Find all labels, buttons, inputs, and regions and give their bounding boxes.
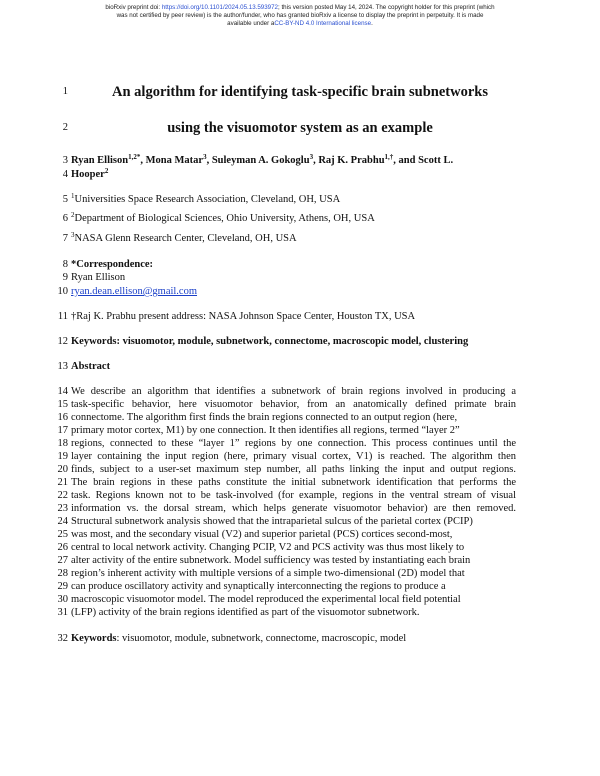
affiliation-line xyxy=(0,232,600,246)
abstract-line xyxy=(0,385,600,399)
affiliation-sup: 3 xyxy=(71,231,75,239)
line-number: 27 xyxy=(57,555,68,566)
correspondence-name: Ryan Ellison xyxy=(71,272,126,283)
line-number: 4 xyxy=(62,169,68,180)
doi-link[interactable]: https://doi.org/10.1101/2024.05.13.593972 xyxy=(161,4,278,11)
line-number: 24 xyxy=(57,516,68,527)
page-title: An algorithm for identifying task-specific brain subnetworks xyxy=(112,84,488,100)
line-number: 32 xyxy=(57,633,68,644)
abstract-text: can produce oscillatory activity and synaptically interconnecting the regions to produce a xyxy=(71,581,446,592)
author-sup: 3 xyxy=(309,153,314,161)
line-number: 16 xyxy=(57,412,68,423)
line-number: 8 xyxy=(62,259,68,270)
keywords-top-line xyxy=(0,335,600,349)
line-number: 21 xyxy=(57,477,68,488)
abstract-text: task. Regions known not to be task-involved (for example, regions in the ventral stream of visual xyxy=(71,490,516,501)
line-number: 31 xyxy=(57,607,68,618)
author-name: , Suleyman A. Gokoglu xyxy=(206,155,310,166)
line-number: 25 xyxy=(57,529,68,540)
correspondence-email-line xyxy=(0,285,600,299)
abstract-line xyxy=(0,606,600,620)
line-number: 22 xyxy=(57,490,68,501)
preprint-header xyxy=(40,4,560,28)
abstract-line xyxy=(0,424,600,438)
abstract-text: layer containing the input region (here, primary visual cortex, V1) is reached. The algorithm then xyxy=(71,451,516,462)
title-line-2 xyxy=(0,121,600,135)
affiliation-1 xyxy=(71,193,340,207)
line-number: 11 xyxy=(57,311,68,322)
abstract-line xyxy=(0,502,600,516)
abstract-line xyxy=(0,476,600,490)
line-number: 6 xyxy=(62,213,68,224)
line-number: 28 xyxy=(57,568,68,579)
line-number: 29 xyxy=(57,581,68,592)
author-name: Ryan Ellison xyxy=(71,155,129,166)
line-number: 14 xyxy=(57,386,68,397)
abstract-text: primary motor cortex, M1) by one connection. It then identifies all regions, termed “layer 2” xyxy=(71,425,460,436)
author-sup: 2 xyxy=(104,167,109,175)
abstract-line xyxy=(0,398,600,412)
correspondence-name-line xyxy=(0,271,600,285)
line-number: 7 xyxy=(62,233,68,244)
abstract-text: macroscopic visuomotor model. The model reproduced the experimental local field potential xyxy=(71,594,461,605)
abstract-heading-line xyxy=(0,360,600,374)
abstract-line xyxy=(0,437,600,451)
license-link[interactable]: CC-BY-ND 4.0 International license xyxy=(274,20,372,27)
abstract-text: (LFP) activity of the brain regions identified as part of the visuomotor subnetwork. xyxy=(71,607,420,618)
abstract-text: task-specific behavior, here visuomotor behavior, from an anatomically defined primate brain xyxy=(71,399,516,410)
line-number: 12 xyxy=(57,336,68,347)
line-number: 19 xyxy=(57,451,68,462)
email-link[interactable]: ryan.dean.ellison@gmail.com xyxy=(71,286,198,297)
author-name: , Mona Matar xyxy=(140,155,204,166)
abstract-line xyxy=(0,554,600,568)
authors-line xyxy=(0,154,600,168)
line-number: 13 xyxy=(57,361,68,372)
keywords-label: Keywords xyxy=(71,633,117,644)
line-number: 5 xyxy=(62,194,68,205)
correspondence-label-line xyxy=(0,258,600,272)
line-number: 26 xyxy=(57,542,68,553)
affiliation-text: Department of Biological Sciences, Ohio University, Athens, OH, USA xyxy=(74,213,375,224)
abstract-text: We describe an algorithm that identifies a subnetwork of brain regions involved in producing a xyxy=(71,386,516,397)
author-sup: 1,† xyxy=(384,153,394,161)
abstract-line xyxy=(0,463,600,477)
header-line-3: available under a xyxy=(227,20,275,27)
page-subtitle: using the visuomotor system as an example xyxy=(167,120,433,136)
abstract-line xyxy=(0,593,600,607)
author-name: , and Scott L. xyxy=(393,155,454,166)
abstract-line xyxy=(0,541,600,555)
author-name: Hooper xyxy=(71,169,105,180)
line-number: 3 xyxy=(62,155,68,166)
abstract-line xyxy=(0,580,600,594)
abstract-text: information vs. the dorsal stream, which helps generate visuomotor behavior) are then removed. xyxy=(71,503,516,514)
line-number: 10 xyxy=(57,286,68,297)
affiliation-2 xyxy=(71,212,375,226)
keywords-bottom xyxy=(71,632,406,646)
abstract-text: region’s inherent activity with multiple versions of a simple two-dimensional (2D) model that xyxy=(71,568,465,579)
abstract-text: finds, subject to a user-set maximum step number, all paths linking the input and output regions. xyxy=(71,464,516,475)
affiliation-sup: 1 xyxy=(71,192,75,200)
author-sup: 1,2* xyxy=(128,153,141,161)
line-number: 23 xyxy=(57,503,68,514)
abstract-text: was most, and the secondary visual (V2) and superior parietal (PCS) cortices second-most, xyxy=(71,529,453,540)
abstract-text: regions, connected to these “layer 1” regions by one connection. This process continues until the xyxy=(71,438,516,449)
authors-cont xyxy=(71,168,108,182)
abstract-text: alter activity of the entire subnetwork. Model sufficiency was tested by instantiating each brain xyxy=(71,555,471,566)
abstract-line xyxy=(0,515,600,529)
header-line-2: was not certified by peer review) is the author/funder, who has granted bioRxiv a license to display the preprint in perpetuity. It is made xyxy=(116,12,484,19)
abstract-line xyxy=(0,411,600,425)
abstract-heading: Abstract xyxy=(71,361,111,372)
authors xyxy=(71,154,453,168)
abstract-text: Structural subnetwork analysis showed that the intraparietal sulcus of the parietal cortex (PCIP) xyxy=(71,516,473,527)
present-address-note: †Raj K. Prabhu present address: NASA Johnson Space Center, Houston TX, USA xyxy=(71,311,416,322)
affiliation-text: NASA Glenn Research Center, Cleveland, OH, USA xyxy=(74,233,297,244)
affiliation-text: Universities Space Research Association, Cleveland, OH, USA xyxy=(74,194,341,205)
line-number: 20 xyxy=(57,464,68,475)
author-name: , Raj K. Prabhu xyxy=(313,155,385,166)
abstract-line xyxy=(0,567,600,581)
line-number: 30 xyxy=(57,594,68,605)
affiliation-line xyxy=(0,193,600,207)
abstract-line xyxy=(0,528,600,542)
header-period: . xyxy=(371,20,373,27)
abstract-text: central to local network activity. Changing PCIP, V2 and PCS activity was thus most likely to xyxy=(71,542,465,553)
keywords-top: Keywords: visuomotor, module, subnetwork, connectome, macroscopic model, clustering xyxy=(71,336,469,347)
affiliation-sup: 2 xyxy=(71,211,75,219)
abstract-text: connectome. The algorithm first finds the brain regions connected to an output region (here, xyxy=(71,412,458,423)
abstract-text: The brain regions in these paths constitute the initial subnetwork identification that performs the xyxy=(71,477,516,488)
line-number: 9 xyxy=(62,272,68,283)
affiliation-3 xyxy=(71,232,297,246)
abstract-line xyxy=(0,450,600,464)
line-number: 2 xyxy=(62,122,68,133)
keywords-bottom-line xyxy=(0,632,600,646)
authors-line-2 xyxy=(0,168,600,182)
author-sup: 3 xyxy=(203,153,207,161)
header-text-2: ; this version posted May 14, 2024. The copyright holder for this preprint (which xyxy=(278,4,495,11)
line-number: 17 xyxy=(57,425,68,436)
keywords-text: : visuomotor, module, subnetwork, connectome, macroscopic, model xyxy=(116,633,407,644)
affiliation-line xyxy=(0,212,600,226)
header-text: bioRxiv preprint doi: xyxy=(105,4,162,11)
line-number: 18 xyxy=(57,438,68,449)
abstract-line xyxy=(0,489,600,503)
line-number: 15 xyxy=(57,399,68,410)
title-line-1 xyxy=(0,85,600,99)
line-number: 1 xyxy=(62,86,68,97)
present-address-line xyxy=(0,310,600,324)
correspondence-label: *Correspondence: xyxy=(71,259,154,270)
